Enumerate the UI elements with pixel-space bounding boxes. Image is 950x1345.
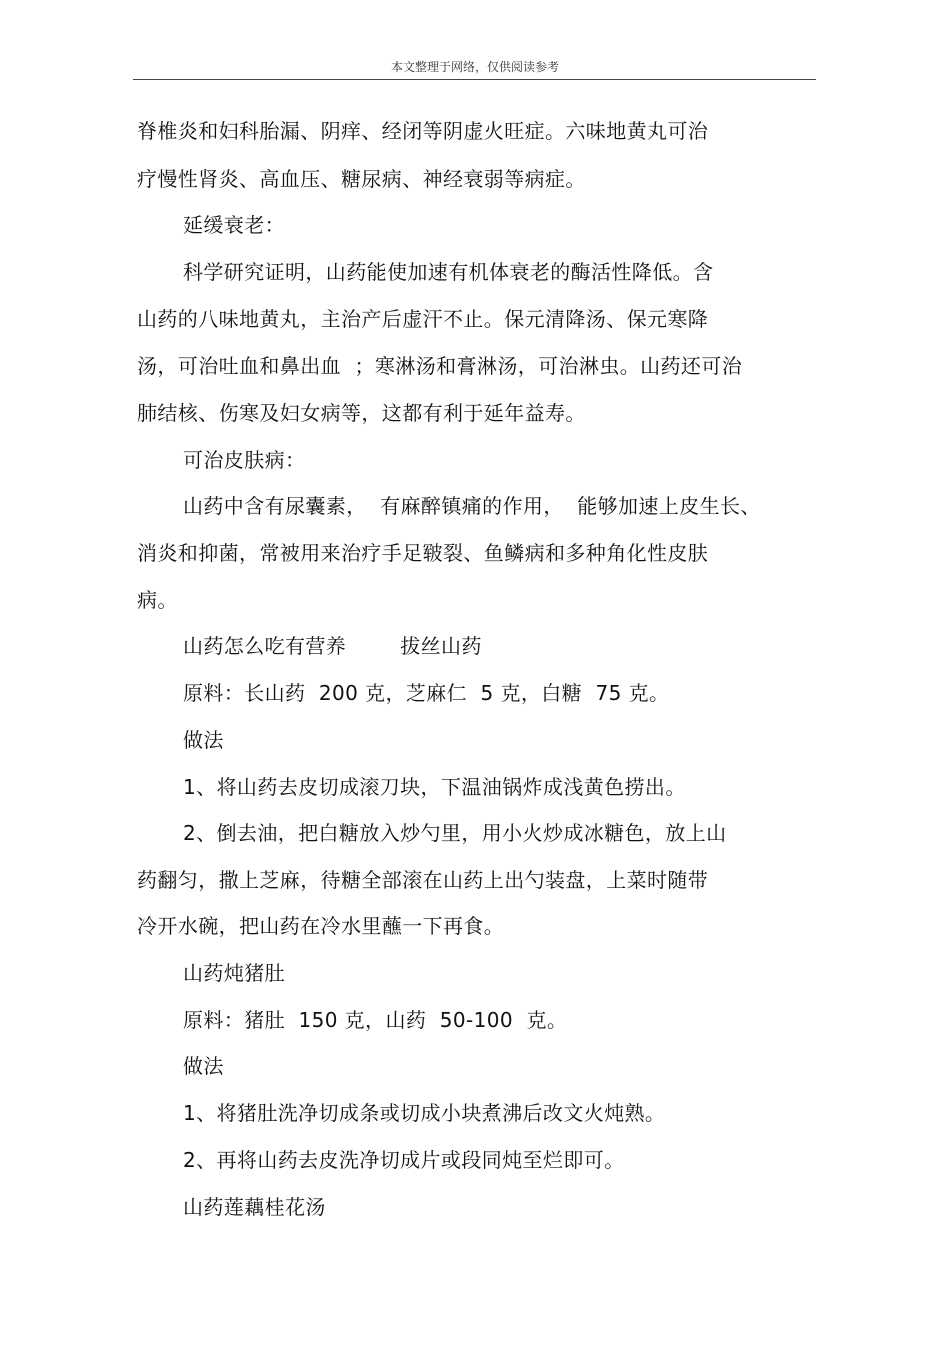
text-line: 消炎和抑菌，常被用来治疗手足皲裂、鱼鳞病和多种角化性皮肤 xyxy=(137,541,709,565)
text-line: 汤，可治吐血和鼻出血 ；寒淋汤和膏淋汤，可治淋虫。山药还可治 xyxy=(137,354,743,378)
text-line: 病。 xyxy=(137,588,178,612)
text-line: 科学研究证明，山药能使加速有机体衰老的酶活性降低。含 xyxy=(183,260,714,284)
section-heading: 可治皮肤病： xyxy=(183,448,306,472)
text-line: 山药中含有尿囊素， 有麻醉镇痛的作用， 能够加速上皮生长、 xyxy=(183,494,761,518)
header-divider xyxy=(133,79,816,80)
method-heading: 做法 xyxy=(183,728,224,752)
text-line: 肺结核、伤寒及妇女病等，这都有利于延年益寿。 xyxy=(137,401,586,425)
ingredients-line: 原料：长山药 200 克，芝麻仁 5 克，白糖 75 克。 xyxy=(183,681,670,705)
step-line: 2、倒去油，把白糖放入炒勺里，用小火炒成冰糖色，放上山 xyxy=(183,821,727,845)
text-line: 疗慢性肾炎、高血压、糖尿病、神经衰弱等病症。 xyxy=(137,167,586,191)
text-line: 药翻匀，撒上芝麻，待糖全部滚在山药上出勺装盘，上菜时随带 xyxy=(137,868,709,892)
method-heading: 做法 xyxy=(183,1054,224,1078)
text-line: 冷开水碗，把山药在冷水里蘸一下再食。 xyxy=(137,914,505,938)
step-line: 1、将山药去皮切成滚刀块，下温油锅炸成浅黄色捞出。 xyxy=(183,775,686,799)
text-line: 脊椎炎和妇科胎漏、阴痒、经闭等阴虚火旺症。六味地黄丸可治 xyxy=(137,119,709,143)
section-heading: 延缓衰老： xyxy=(183,213,285,237)
ingredients-line: 原料：猪肚 150 克，山药 50-100 克。 xyxy=(183,1008,568,1032)
recipe-heading: 山药莲藕桂花汤 xyxy=(183,1195,326,1219)
recipe-heading: 山药怎么吃有营养 拔丝山药 xyxy=(183,634,482,658)
recipe-heading: 山药炖猪肚 xyxy=(183,961,285,985)
page-header-note: 本文整理于网络，仅供阅读参考 xyxy=(390,60,559,74)
step-line: 1、将猪肚洗净切成条或切成小块煮沸后改文火炖熟。 xyxy=(183,1101,666,1125)
text-line: 山药的八味地黄丸，主治产后虚汗不止。保元清降汤、保元寒降 xyxy=(137,307,709,331)
step-line: 2、再将山药去皮洗净切成片或段同炖至烂即可。 xyxy=(183,1148,625,1172)
